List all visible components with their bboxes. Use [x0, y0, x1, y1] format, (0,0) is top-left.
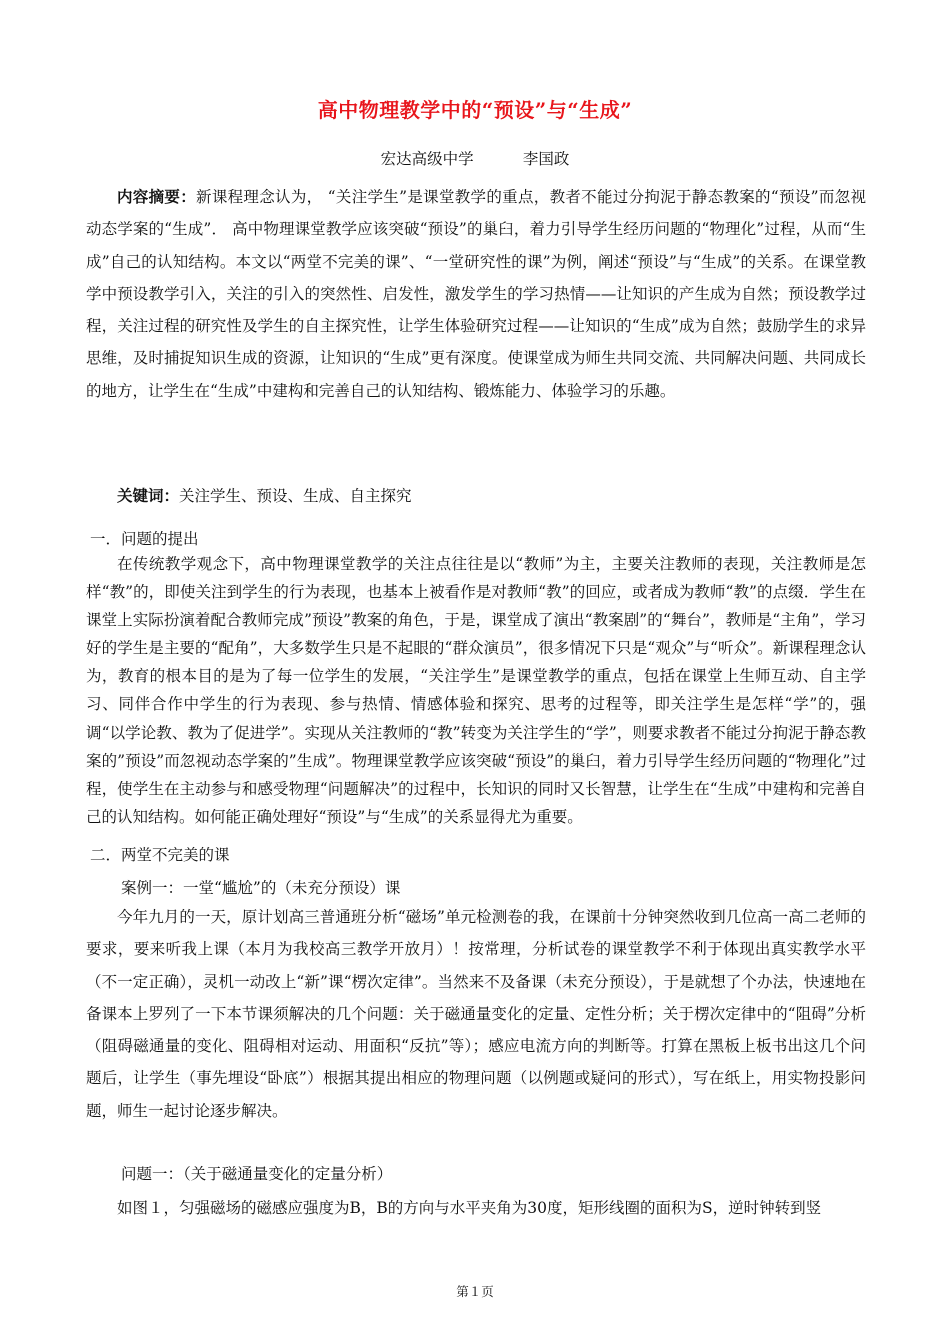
question-text: 如图１，匀强磁场的磁感应强度为B，B的方向与水平夹角为30度，矩形线圈的面积为S，逆时钟转到竖	[117, 1199, 822, 1217]
abstract-paragraph	[86, 181, 866, 407]
document-title: 高中物理教学中的“预设”与“生成”	[317, 98, 633, 122]
keywords-line	[86, 485, 866, 507]
author-line: 宏达高级中学 李国政	[380, 150, 570, 168]
section1-heading: 一．问题的提出	[90, 530, 199, 548]
case-title: 案例一：一堂“尴尬”的（未充分预设）课	[121, 879, 401, 897]
page-number: 第１页	[456, 1284, 494, 1299]
case-paragraph: 今年九月的一天，原计划高三普通班分析“磁场”单元检测卷的我，在课前十分钟突然收到几位高一高二老师的要求，要来听我上课（本月为我校高三教学开放月）！按常理，分析试卷的课堂教学不利于体现出真实教学水平（不一定正确），灵机一动改上“新”课“楞次定律”。当然来不及备课（未充分预设），于是就想了个办法，快速地在备课本上罗列了一下本节课须解决的几个问题：关于磁通量变化的定量、定性分析；关于楞次定律中的“阻碍”分析（阻碍磁通量的变化、阻碍相对运动、用面积“反抗”等）；感应电流方向的判断等。打算在黑板上板书出这几个问题后，让学生（事先埋设“卧底”）根据其提出相应的物理问题（以例题或疑问的形式），写在纸上，用实物投影问题，师生一起讨论逐步解决。	[86, 908, 866, 1120]
keywords-text: 关注学生、预设、生成、自主探究	[179, 487, 412, 505]
keywords-label: 关键词：	[117, 486, 180, 505]
section2-heading: 二．两堂不完美的课	[90, 846, 230, 864]
section1-paragraph: 在传统教学观念下，高中物理课堂教学的关注点往往是以“教师”为主，主要关注教师的表现，关注教师是怎样“教”的，即使关注到学生的行为表现，也基本上被看作是对教师“教”的回应，或者成为教师“教”的点缀．学生在课堂上实际扮演着配合教师完成”预设”教案的角色，于是，课堂成了演出“教案剧”的“舞台”，教师是“主角”，学习好的学生是主要的“配角”，大多数学生只是不起眼的“群众演员”，很多情况下只是“观众”与“听众”。新课程理念认为，教育的根本目的是为了每一位学生的发展，“关注学生”是课堂教学的重点，包括在课堂上生师互动、自主学习、同伴合作中学生的行为表现、参与热情、情感体验和探究、思考的过程等，即关注学生是怎样“学”的，强调“以学论教、教为了促进学”。实现从关注教师的“教”转变为关注学生的“学”，则要求教者不能过分拘泥于静态教案的”预设”而忽视动态学案的”生成”。物理课堂教学应该突破“预设”的巢臼，着力引导学生经历问题的“物理化”过程，使学生在主动参与和感受物理“问题解决”的过程中，长知识的同时又长智慧，让学生在“生成”中建构和完善自己的认知结构。如何能正确处理好“预设”与“生成”的关系显得尤为重要。	[86, 555, 866, 826]
question-title: 问题一：（关于磁通量变化的定量分析）	[121, 1165, 393, 1183]
abstract-text: 新课程理念认为， “关注学生”是课堂教学的重点，教者不能过分拘泥于静态教案的“预设”而忽视动态学案的“生成”． 高中物理课堂教学应该突破“预设”的巢臼，着力引导学生经历问题的“物理化”过程，从而“生成”自己的认知结构。本文以“两堂不完美的课”、“一堂研究性的课”为例，阐述“预设”与“生成”的关系。在课堂教学中预设教学引入，关注的引入的突然性、启发性，激发学生的学习热情——让知识的产生成为自然；预设教学过程，关注过程的研究性及学生的自主探究性，让学生体验研究过程——让知识的“生成”成为自然；鼓励学生的求异思维，及时捕捉知识生成的资源，让知识的“生成”更有深度。使课堂成为师生共同交流、共同解决问题、共同成长的地方，让学生在“生成”中建构和完善自己的认知结构、锻炼能力、体验学习的乐趣。	[86, 188, 866, 400]
abstract-label: 内容摘要：	[117, 187, 197, 206]
